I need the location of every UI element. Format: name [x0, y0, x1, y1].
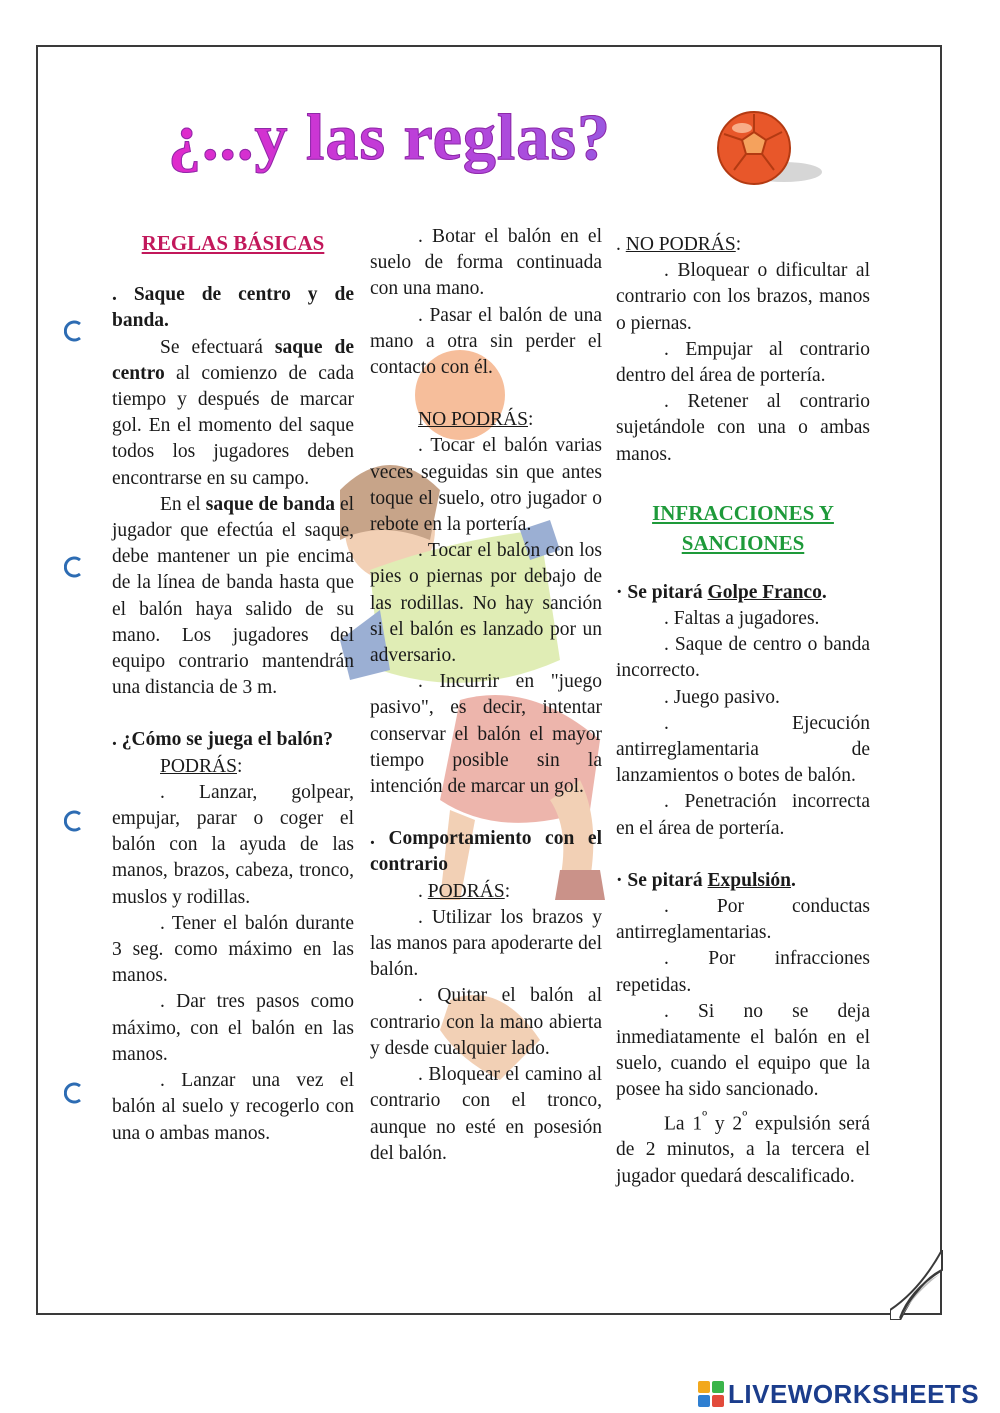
underlined-label: PODRÁS — [427, 880, 505, 902]
ring-bullet-icon — [64, 320, 86, 342]
text: : — [504, 880, 511, 902]
ring-bullet-icon — [64, 556, 86, 578]
page-title: ¿...y las reglas? — [168, 101, 611, 174]
ring-bullet-icon — [64, 810, 86, 832]
text: La 1 — [664, 1113, 703, 1135]
list-item: . Dar tres pasos como máximo, con el balón en las manos. — [112, 991, 354, 1065]
section-title-opponent: . Comportamiento con el contrario — [370, 828, 602, 876]
text: . — [418, 880, 428, 902]
text: : — [527, 409, 534, 431]
liveworksheets-logo-icon — [698, 1381, 724, 1407]
paragraph-center-throw — [112, 335, 354, 492]
list-item: . Ejecución antirreglamentaria de lanzamientos o botes de balón. — [616, 712, 870, 787]
label-allowed — [370, 879, 602, 905]
text: : — [236, 755, 243, 777]
label-not-allowed — [616, 232, 870, 258]
underlined-label: NO PODRÁS — [418, 409, 528, 431]
bold-term: saque de centro — [112, 336, 355, 384]
text: y 2 — [707, 1113, 743, 1135]
label-allowed — [112, 754, 354, 780]
list-item: . Incurrir en "juego pasivo", es decir, intentar conservar el balón el mayor tiempo posible sin la intención de marcar un gol. — [370, 671, 602, 798]
list-item: . Por infracciones repetidas. — [616, 948, 870, 996]
list-item: . Juego pasivo. — [664, 686, 780, 708]
text: el jugador que efectúa el saque, debe mantener un pie encima de la línea de banda hasta que el balón haya salido de su mano. Los jugadores del equipo contrario mantendrán una distancia de 3 m. — [112, 493, 355, 699]
list-item: . Bloquear o dificultar al contrario con los brazos, manos o piernas. — [616, 260, 870, 334]
list-item: . Utilizar los brazos y las manos para apoderarte del balón. — [370, 906, 602, 981]
column-rules-continued — [370, 224, 602, 1167]
text: : — [735, 234, 742, 255]
section-title-play-ball: . ¿Cómo se juega el balón? — [112, 729, 333, 751]
list-item: . Penetración incorrecta en el área de portería. — [616, 791, 870, 839]
underlined-label: Golpe Franco — [707, 581, 822, 603]
list-item: . Si no se deja inmediatamente el balón en el suelo, cuando el equipo que la posee ha sido sancionado. — [616, 1000, 870, 1101]
liveworksheets-logo-text: LIVEWORKSHEETS — [728, 1378, 980, 1409]
list-item: . Tocar el balón varias veces seguidas sin que antes toque el suelo, otro jugador o rebote en la portería. — [370, 435, 602, 536]
list-item: . Tocar el balón con los pies o piernas por debajo de las rodillas. No hay sanción si el balón es lanzado por un adversario. — [370, 540, 602, 667]
text: Se efectuará — [160, 336, 275, 358]
text: · Se pitará — [616, 581, 708, 603]
column-basic-rules — [112, 224, 354, 1147]
paragraph-side-throw — [112, 492, 354, 702]
text: . — [616, 234, 626, 255]
label-not-allowed — [370, 407, 602, 433]
underlined-label: PODRÁS — [160, 755, 237, 777]
list-item: . Saque de centro o banda incorrecto. — [616, 634, 870, 682]
list-item: . Lanzar una vez el balón al suelo y recogerlo con una o ambas manos. — [112, 1070, 354, 1144]
liveworksheets-logo[interactable] — [698, 1378, 979, 1410]
list-item: . Faltas a jugadores. — [664, 608, 820, 630]
page-curl-icon — [890, 1250, 950, 1320]
list-item: . Quitar el balón al contrario con la mano abierta y desde cualquier lado. — [370, 985, 602, 1059]
text: expulsión será de 2 minutos, a la tercera el jugador quedará descalificado. — [616, 1113, 870, 1187]
bold-term: saque de banda — [205, 493, 335, 515]
text: al comienzo de cada tiempo y después de marcar gol. En el momento del saque todos los jugadores deben encontrarse en su campo. — [112, 362, 354, 489]
ordinal: º — [742, 1107, 748, 1126]
list-item: . Bloquear el camino al contrario con el tronco, aunque no esté en posesión del balón. — [370, 1064, 602, 1164]
text: . — [791, 869, 796, 891]
text: · Se pitará — [616, 869, 708, 891]
text: En el — [160, 493, 206, 515]
list-item: . Retener al contrario sujetándole con una o ambas manos. — [616, 391, 870, 465]
underlined-label: NO PODRÁS — [625, 234, 736, 255]
list-item: . Por conductas antirreglamentarias. — [616, 896, 870, 944]
ring-bullet-icon — [64, 1082, 86, 1104]
text: . — [821, 581, 827, 603]
free-throw-title — [616, 580, 870, 606]
section-heading-infractions — [616, 498, 870, 558]
section-title-kickoff: . Saque de centro y de banda. — [112, 284, 354, 332]
list-item: . Botar el balón en el suelo de forma continuada con una mano. — [370, 226, 602, 300]
heading-line: SANCIONES — [681, 530, 805, 555]
paragraph-expulsion-duration — [616, 1104, 870, 1190]
section-heading-basic-rules: REGLAS BÁSICAS — [141, 231, 325, 255]
list-item: . Empujar al contrario dentro del área de portería. — [616, 338, 870, 387]
handball-icon — [714, 110, 824, 190]
list-item: . Tener el balón durante 3 seg. como máximo en las manos. — [112, 912, 354, 987]
list-item: . Pasar el balón de una mano a otra sin perder el contacto con él. — [370, 304, 602, 379]
column-infractions — [616, 224, 870, 1190]
expulsion-title — [616, 868, 870, 894]
underlined-label: Expulsión — [707, 869, 792, 891]
heading-line: INFRACCIONES Y — [652, 500, 834, 525]
list-item: . Lanzar, golpear, empujar, parar o coger el balón con la ayuda de las manos, brazos, cabeza, tronco, muslos y rodillas. — [112, 781, 354, 908]
ordinal: º — [702, 1107, 708, 1126]
